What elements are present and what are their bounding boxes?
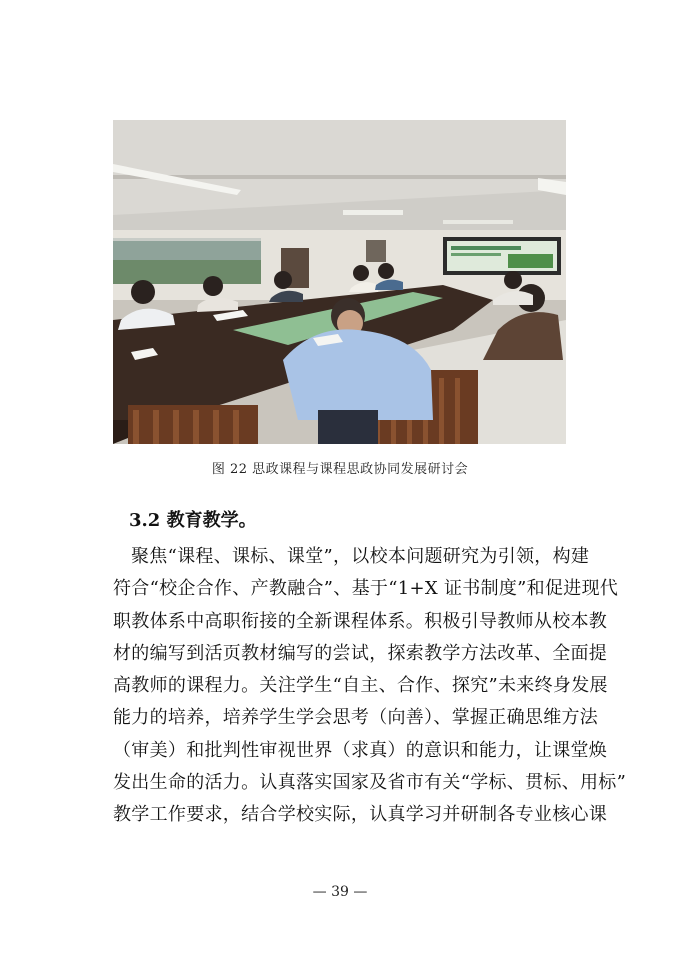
- page-number: — 39 —: [312, 884, 368, 900]
- body-paragraph: [113, 541, 627, 832]
- paragraph-line: 发出生命的活力。认真落实国家及省市有关“学标、贯标、用标”: [113, 772, 627, 794]
- meeting-photo-illustration: [113, 120, 566, 444]
- paragraph-line: 能力的培养，培养学生学会思考（向善）、掌握正确思维方法: [113, 707, 599, 729]
- paragraph-line: 符合“校企合作、产教融合”、基于“1+X 证书制度”和促进现代: [113, 578, 619, 600]
- paragraph-line: 材的编写到活页教材编写的尝试，探索教学方法改革、全面提: [113, 642, 608, 664]
- paragraph-line: 高教师的课程力。关注学生“自主、合作、探究”未来终身发展: [113, 675, 608, 697]
- paragraph-line: 职教体系中高职衔接的全新课程体系。积极引导教师从校本教: [113, 610, 608, 632]
- figure-caption: 图 22 思政课程与课程思政协同发展研讨会: [211, 462, 469, 477]
- meeting-photo: [113, 120, 566, 444]
- paragraph-line: 教学工作要求，结合学校实际，认真学习并研制各专业核心课: [113, 804, 608, 826]
- section-heading: 3.2 教育教学。: [129, 510, 257, 531]
- paragraph-line: （审美）和批判性审视世界（求真）的意识和能力，让课堂焕: [113, 739, 608, 761]
- paragraph-line: 聚焦“课程、课标、课堂”，以校本问题研究为引领，构建: [131, 546, 590, 567]
